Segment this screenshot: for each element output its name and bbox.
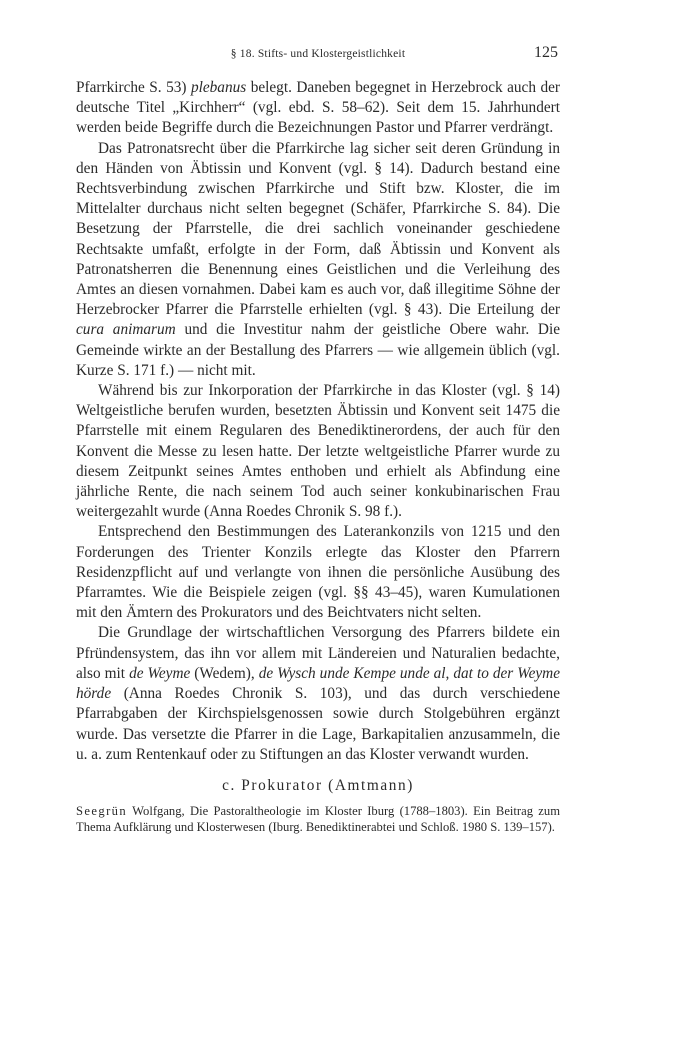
text-run: belegt. Daneben begegnet in Herzebrock auch der deutsche Titel „Kirchherr“ (vgl. ebd. S. 58–62). Seit dem 15. Jahrhundert werden beide Begriffe durch die Bezeichnungen Pastor und Pfarrer verdrängt. [76, 79, 560, 137]
text-run: und die Investitur nahm der geistliche Obere wahr. Die Gemeinde wirkte an der Bestallung des Pfarrers — wie allgemein üblich (vgl. Kurze S. 171 f.) — nicht mit. [76, 321, 560, 379]
text-run: Während bis zur Inkorporation der Pfarrkirche in das Kloster (vgl. § 14) Weltgeistliche berufen wurden, besetzten Äbtissin und Konvent seit 1475 die Pfarrstelle mit einem Regularen des Benediktinerordens, der auch für den Konvent die Messe zu lesen hatte. Der letzte weltgeistliche Pfarrer wurde zu diesem Zeitpunkt seines Amtes enthoben und erhielt als Abfindung eine jährliche Rente, die nach seinem Tod auch seiner konkubinarischen Frau weitergezahlt wurde (Anna Roedes Chronik S. 98 f.). [76, 382, 560, 521]
paragraph [76, 139, 560, 381]
paragraph [76, 623, 560, 764]
section-heading: c. Prokurator (Amtmann) [222, 776, 414, 794]
paragraph [76, 381, 560, 522]
book-page [76, 44, 560, 835]
text-run: Pfarrkirche S. 53) [76, 79, 191, 96]
text-run: Die Grundlage der wirtschaftlichen Versorgung des Pfarrers bildete ein Pfründensystem, das ihn vor allem mit Ländereien und Naturalien bedachte, also mit [76, 624, 560, 682]
bibliography-author: Seegrün [76, 803, 128, 818]
italic-phrase: cura animarum [76, 321, 176, 339]
bibliography-entry [76, 803, 560, 835]
text-run: (Anna Roedes Chronik S. 103), und das durch verschiedene Pfarrabgaben der Kirchspielsgenossen sowie durch Stolgebühren ergänzt wurde. Das versetzte die Pfarrer in die Lage, Barkapitalien anzusammeln, die u. a. zum Rentenkauf oder zu Stiftungen an das Kloster verwandt wurden. [76, 685, 560, 763]
text-run: Das Patronatsrecht über die Pfarrkirche lag sicher seit deren Gründung in den Händen von Äbtissin und Konvent (vgl. § 14). Dadurch bestand eine Rechtsverbindung zwischen Pfarrkirche und Stift bzw. Kloster, die im Mittelalter durchaus nicht selten begegnet (Schäfer, Pfarrkirche S. 84). Die Besetzung der Pfarrstelle, die drei sachlich voneinander geschiedene Rechtsakte umfaßt, erfolgte in der Form, daß Äbtissin und Konvent als Patronatsherren die Benennung eines Geistlichen und die Verleihung des Amtes an diesen vornahmen. Dabei kam es auch vor, daß illegitime Söhne der Herzebrocker Pfarrer die Pfarrstelle erhielten (vgl. § 43). Die Erteilung der [76, 139, 560, 319]
body-text [76, 78, 560, 765]
text-run: Entsprechend den Bestimmungen des Laterankonzils von 1215 und den Forderungen des Trienter Konzils erlegte das Kloster den Pfarrern Residenzpflicht auf und verlangte von ihnen die persönliche Ausübung des Pfarramtes. Wie die Beispiele zeigen (vgl. §§ 43–45), waren Kumulationen mit den Ämtern des Prokurators und des Beichtvaters nicht selten. [76, 523, 560, 622]
running-title: § 18. Stifts- und Klostergeistlichkeit [230, 48, 406, 60]
italic-phrase: de Weyme [129, 664, 191, 682]
italic-phrase: de Wysch unde Kempe unde al, dat to der Weyme hörde [76, 664, 561, 703]
text-run: (Wedem), [190, 664, 259, 682]
bibliography-text: Wolfgang, Die Pastoraltheologie im Kloster Iburg (1788–1803). Ein Beitrag zum Thema Aufklärung und Klosterwesen (Iburg. Benediktinerabtei und Schloß. 1980 S. 139–157). [76, 803, 560, 834]
paragraph [76, 522, 560, 623]
italic-phrase: plebanus [190, 79, 247, 96]
running-head [76, 44, 560, 68]
paragraph [76, 78, 560, 139]
page-number: 125 [534, 44, 558, 61]
